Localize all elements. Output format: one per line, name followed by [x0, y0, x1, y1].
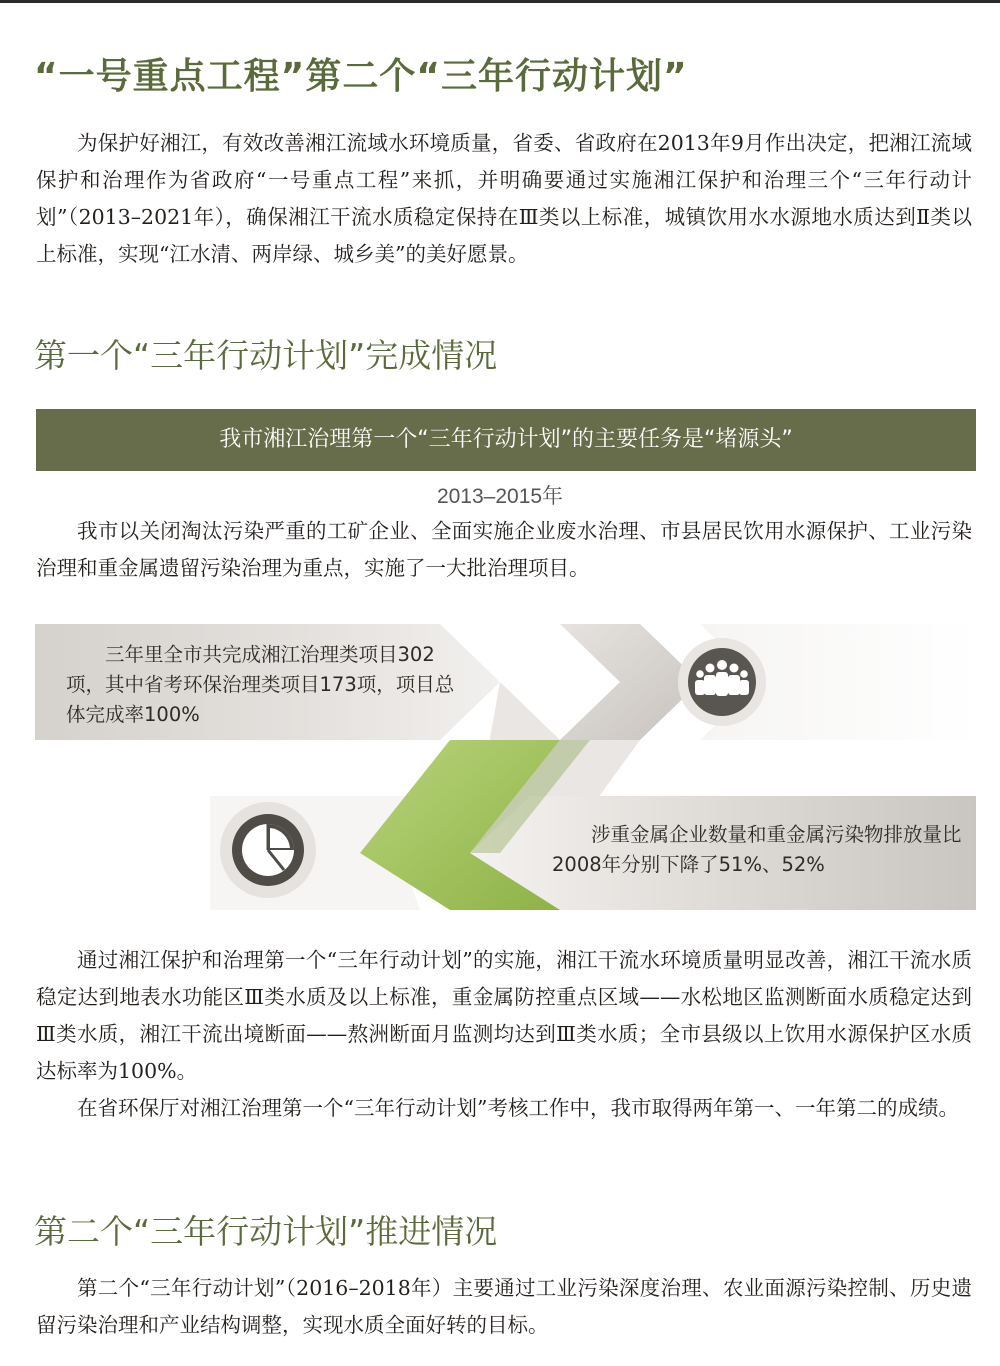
info-projects-text: 三年里全市共完成湘江治理类项目302项，其中省考环保治理类项目173项，项目总体完成率100%	[66, 643, 455, 726]
section1-paragraph-1: 我市以关闭淘汰污染严重的工矿企业、全面实施企业废水治理、市县居民饮用水源保护、工业污染治理和重金属遗留污染治理为重点，实施了一大批治理项目。	[36, 519, 972, 580]
section2-title: 第二个“三年行动计划”推进情况	[34, 1212, 498, 1251]
intro-paragraph: 为保护好湘江，有效改善湘江流域水环境质量，省委、省政府在2013年9月作出决定，把湘江流域保护和治理作为省政府“一号重点工程”来抓，并明确要通过实施湘江保护和治理三个“三年行动计划”（2013–2021年），确保湘江干流水质稳定保持在Ⅲ类以上标准，城镇饮用水水源地水质达到Ⅱ类以上标准，实现“江水清、两岸绿、城乡美”的美好愿景。	[36, 131, 972, 266]
infographic	[0, 620, 1000, 915]
section2-paragraph-1: 第二个“三年行动计划”（2016–2018年）主要通过工业污染深度治理、农业面源污染控制、历史遗留污染治理和产业结构调整，实现水质全面好转的目标。	[36, 1276, 972, 1337]
section1-paragraph-3: 在省环保厅对湘江治理第一个“三年行动计划”考核工作中，我市取得两年第一、一年第二的成绩。	[77, 1096, 959, 1120]
section1-paragraph-2: 通过湘江保护和治理第一个“三年行动计划”的实施，湘江干流水环境质量明显改善，湘江干流水质稳定达到地表水功能区Ⅲ类水质及以上标准，重金属防控重点区域——水松地区监测断面水质稳定达到Ⅲ类水质，湘江干流出境断面——熬洲断面月监测均达到Ⅲ类水质；全市县级以上饮用水源保护区水质达标率为100%。	[36, 948, 972, 1083]
task-banner: 我市湘江治理第一个“三年行动计划”的主要任务是“堵源头”	[36, 409, 976, 471]
pie-chart-icon	[220, 802, 316, 898]
year-range: 2013–2015年	[436, 485, 564, 508]
people-group-icon	[678, 638, 766, 726]
info-heavy-metal-text: 涉重金属企业数量和重金属污染物排放量比2008年分别下降了51%、52%	[552, 823, 962, 876]
top-rule	[0, 0, 1000, 3]
page-title: “一号重点工程”第二个“三年行动计划”	[34, 56, 688, 97]
section1-title: 第一个“三年行动计划”完成情况	[34, 336, 498, 375]
